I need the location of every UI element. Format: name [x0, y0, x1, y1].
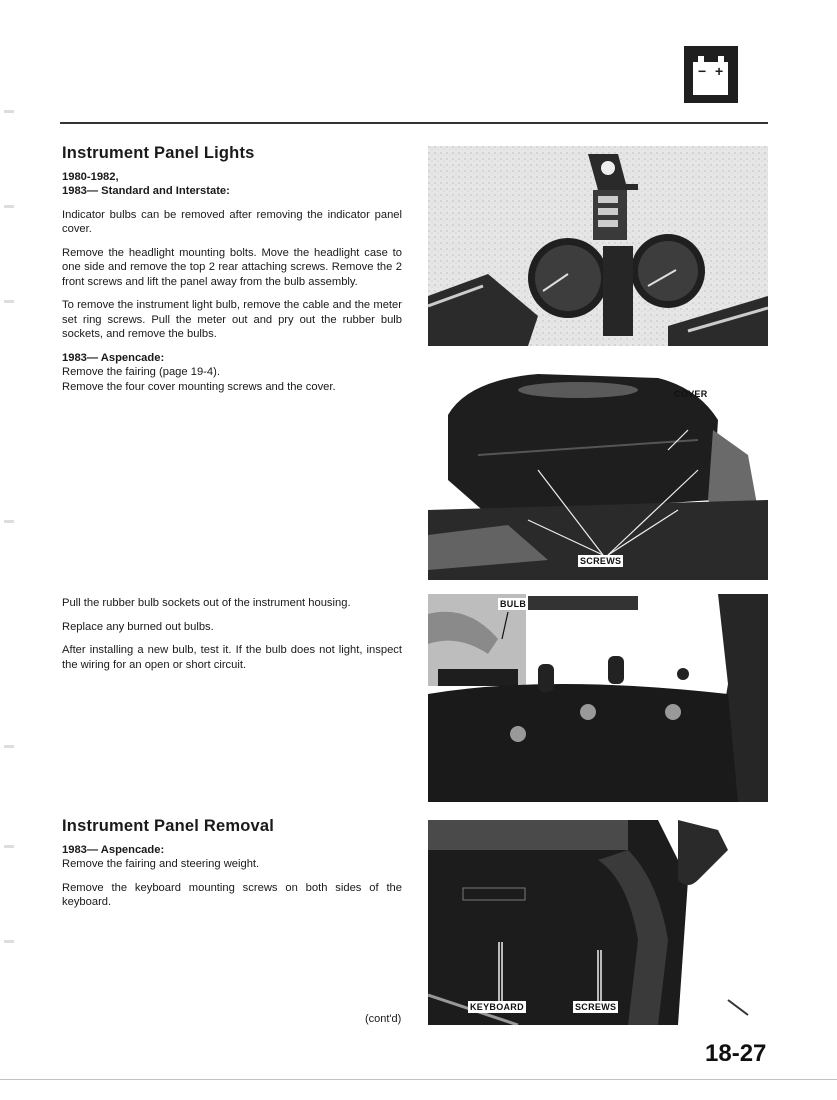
photo-keyboard — [428, 820, 768, 1025]
header-rule — [60, 122, 768, 124]
photo-instrument-cluster — [428, 146, 768, 346]
positive-symbol: + — [715, 63, 724, 79]
paragraph: Replace any burned out bulbs. — [62, 620, 214, 633]
paragraph: Pull the rubber bulb sockets out of the instrument housing. — [62, 597, 351, 609]
scan-mark — [4, 745, 14, 748]
scan-mark — [4, 300, 14, 303]
bulb-label: BULB — [500, 599, 527, 609]
paragraph: Remove the fairing (page 19-4). — [62, 366, 220, 378]
subhead-aspencade: 1983— Aspencade: — [62, 351, 165, 364]
screws-label: SCREWS — [580, 556, 622, 566]
section-instrument-panel-removal — [62, 819, 402, 919]
screws-label: SCREWS — [575, 1002, 617, 1012]
subhead-aspencade: 1983— Aspencade: — [62, 843, 165, 856]
scan-mark — [4, 205, 14, 208]
paragraph: After installing a new bulb, test it. If the bulb does not light, inspect the wiring for an open or short circuit. — [62, 644, 402, 671]
subhead-years: 1980-1982, — [62, 170, 119, 183]
bulb-replacement-text — [62, 596, 402, 681]
scan-mark — [4, 845, 14, 848]
photo-bulb-sockets — [428, 594, 768, 802]
keyboard-label: KEYBOARD — [470, 1002, 524, 1012]
continued-note: (cont'd) — [365, 1013, 402, 1025]
cover-label: COVER — [674, 389, 708, 399]
scan-mark — [4, 940, 14, 943]
negative-symbol: − — [698, 63, 707, 79]
battery-body — [693, 62, 728, 95]
paragraph: Remove the four cover mounting screws and the cover. — [62, 380, 336, 393]
paragraph: Indicator bulbs can be removed after removing the indicator panel cover. — [62, 208, 402, 235]
paragraph: Remove the fairing and steering weight. — [62, 858, 260, 870]
subhead-models: 1983— Standard and Interstate: — [62, 185, 230, 197]
paragraph: Remove the headlight mounting bolts. Move the headlight case to one side and remove the top 2 rear attaching screws. Remove the 2 front screws and lift the panel away from the bulb assembly. — [62, 246, 402, 288]
photo-fairing-cover — [428, 360, 768, 580]
footer-rule — [0, 1079, 837, 1080]
battery-icon — [684, 46, 738, 103]
scan-mark — [4, 110, 14, 113]
scan-mark — [4, 520, 14, 523]
paragraph: To remove the instrument light bulb, remove the cable and the meter set ring screws. Pull the meter out and pry out the rubber bulb sockets, and remove the bulbs. — [62, 299, 402, 340]
section-title: Instrument Panel Removal — [62, 817, 275, 835]
page-number: 18-27 — [705, 1040, 767, 1067]
section-title: Instrument Panel Lights — [62, 144, 255, 162]
section-instrument-panel-lights — [62, 146, 402, 394]
paragraph: Remove the keyboard mounting screws on both sides of the keyboard. — [62, 881, 402, 908]
